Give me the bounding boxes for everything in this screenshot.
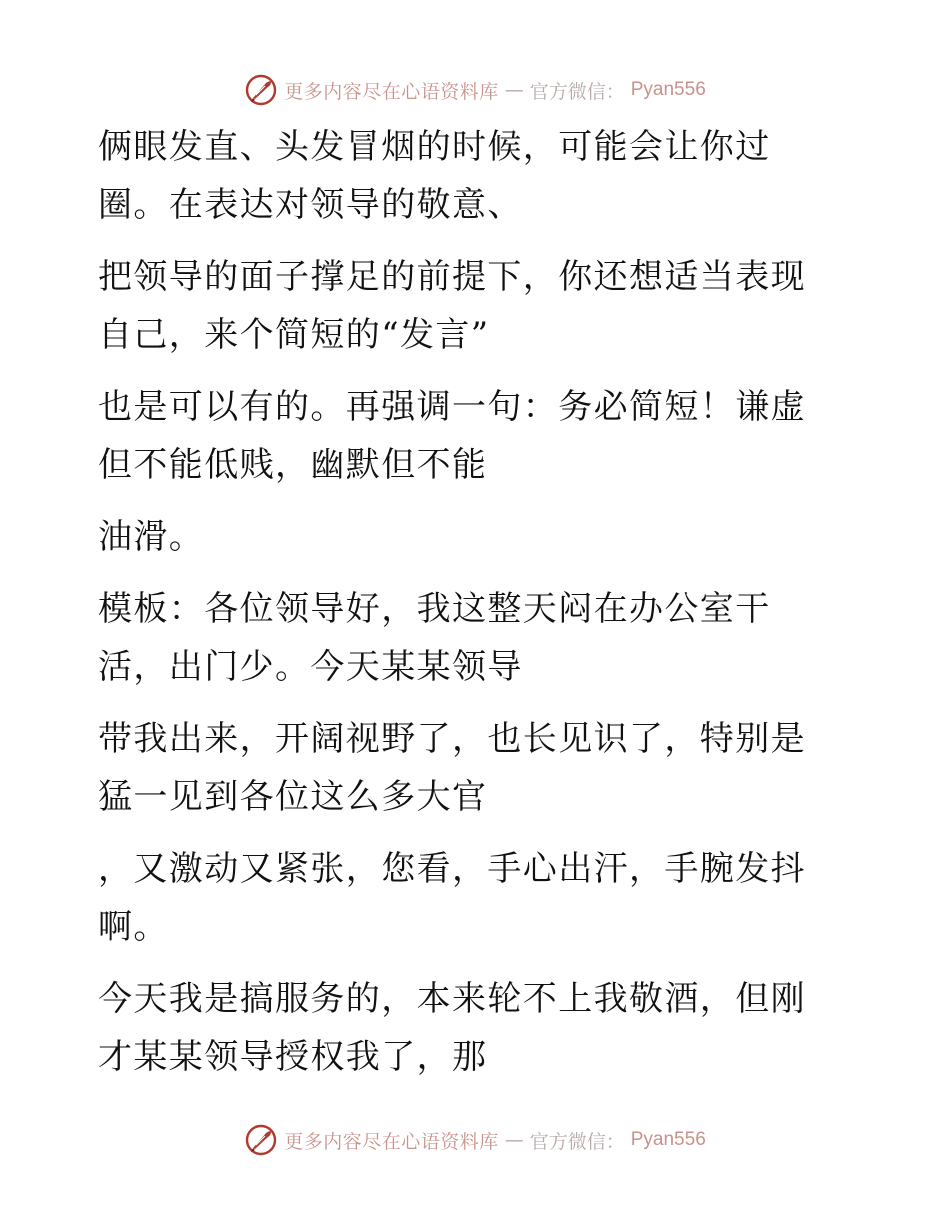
quill-pen-logo-icon	[244, 73, 278, 107]
paragraph-5: 模板：各位领导好，我这整天闷在办公室干活，出门少。今天某某领导	[98, 589, 771, 687]
paragraph-4: 油滑。	[98, 517, 205, 557]
paragraph-2: 把领导的面子撑足的前提下，你还想适当表现自己，来个简短的“发言”	[98, 257, 806, 355]
watermark-wechat-id: Pyan556	[630, 79, 706, 100]
watermark-brand-text-footer: 更多内容尽在心语资料库	[284, 1130, 499, 1153]
watermark-brand-text: 更多内容尽在心语资料库	[284, 80, 499, 103]
paragraph-7: ，又激动又紧张，您看，手心出汗，手腕发抖啊。	[98, 849, 806, 947]
watermark-brand	[244, 73, 706, 107]
paragraph-3: 也是可以有的。再强调一句：务必简短！谦虚但不能低贱，幽默但不能	[98, 387, 806, 485]
paragraph-1: 俩眼发直、头发冒烟的时候，可能会让你过圈。在表达对领导的敬意、	[98, 127, 771, 225]
paragraph-6: 带我出来，开阔视野了，也长见识了，特别是猛一见到各位这么多大官	[98, 719, 806, 817]
watermark-separator-footer: —	[504, 1129, 524, 1151]
watermark-wechat-id-footer: Pyan556	[630, 1129, 706, 1150]
watermark-official-label: 官方微信：	[529, 80, 625, 103]
watermark-official-label-footer: 官方微信：	[529, 1130, 625, 1153]
page-footer-watermark	[0, 1120, 950, 1160]
watermark-brand-footer	[244, 1123, 706, 1157]
page-header-watermark	[0, 70, 950, 110]
paragraph-8: 今天我是搞服务的，本来轮不上我敬酒，但刚才某某领导授权我了，那	[98, 979, 806, 1077]
document-body	[98, 118, 838, 1100]
quill-pen-logo-icon	[244, 1123, 278, 1157]
watermark-separator: —	[504, 79, 524, 101]
